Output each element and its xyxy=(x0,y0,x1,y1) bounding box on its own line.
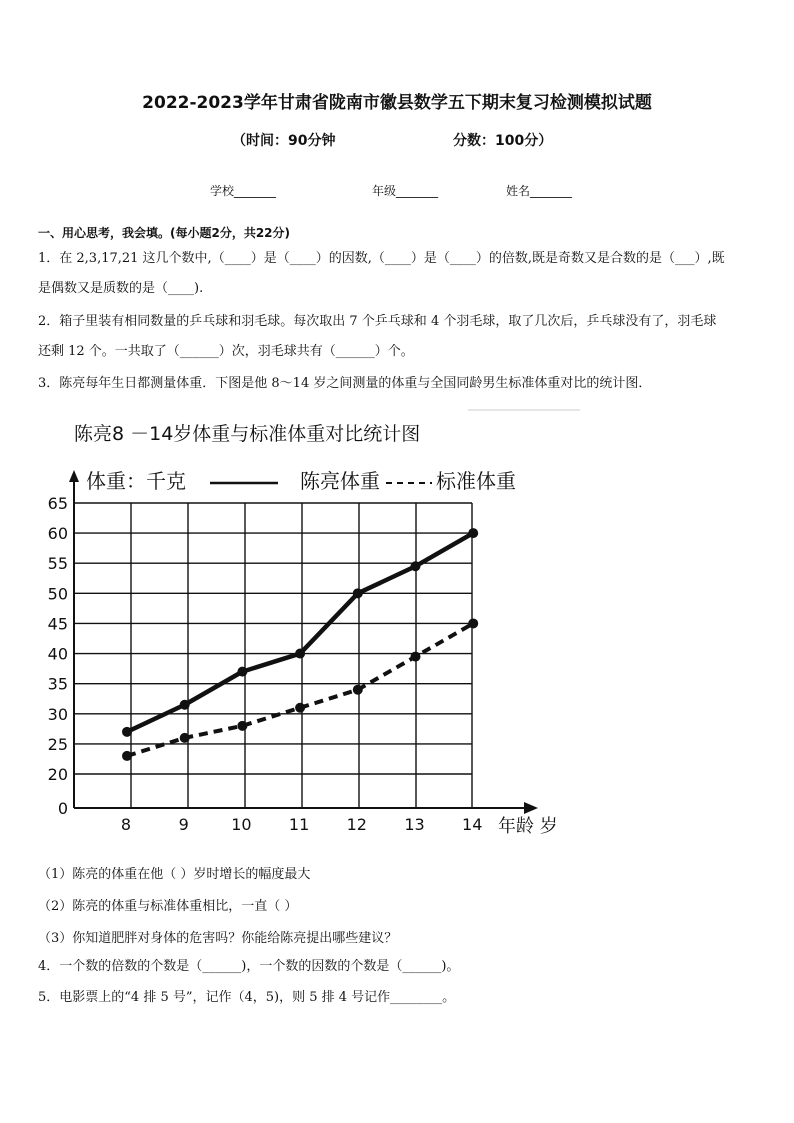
y-tick-label: 55 xyxy=(47,554,68,574)
data-point xyxy=(237,667,247,677)
x-tick-label: 11 xyxy=(288,815,310,834)
y-tick-label: 30 xyxy=(47,704,68,724)
data-point xyxy=(295,703,305,713)
question-1-line2: 是偶数又是质数的是（____). xyxy=(38,281,204,296)
data-point xyxy=(122,751,132,761)
page-title: 2022-2023学年甘肃省陇南市徽县数学五下期末复习检测模拟试题 xyxy=(142,93,652,113)
data-point xyxy=(122,727,132,737)
x-tick-label: 9 xyxy=(178,815,189,834)
question-3-sub2: （2）陈亮的体重与标准体重相比，一直（ ） xyxy=(38,899,298,914)
y-tick-label: 50 xyxy=(47,584,68,604)
question-2-line2: 还剩 12 个。一共取了（______）次，羽毛球共有（______）个。 xyxy=(38,344,414,359)
x-tick-label: 13 xyxy=(404,815,425,834)
question-2-line1: 2．箱子里装有相同数量的乒乓球和羽毛球。每次取出 7 个乒乓球和 4 个羽毛球，取了几次后，乒乓球没有了，羽毛球 xyxy=(38,314,717,329)
chart-title: 陈亮8 －14岁体重与标准体重对比统计图 xyxy=(74,423,421,445)
question-3-sub3: （3）你知道肥胖对身体的危害吗？你能给陈亮提出哪些建议？ xyxy=(38,931,398,946)
chart-legend xyxy=(86,469,516,493)
y-tick-label: 20 xyxy=(47,765,68,784)
grade-field: 年级_______ xyxy=(372,184,439,198)
question-5: 5．电影票上的“4 排 5 号”，记作（4，5)，则 5 排 4 号记作________。 xyxy=(38,990,456,1005)
data-point xyxy=(353,588,363,598)
legend-label-solid: 陈亮体重 xyxy=(300,469,380,493)
exam-score: 分数：100分） xyxy=(453,133,553,149)
weight-comparison-chart xyxy=(28,408,588,848)
y-tick-label: 65 xyxy=(47,494,68,513)
x-tick-label: 12 xyxy=(346,815,367,834)
x-axis-label: 年龄 岁 xyxy=(498,816,558,837)
legend-label-dashed: 标准体重 xyxy=(436,469,516,493)
data-point xyxy=(180,733,190,743)
y-tick-label: 25 xyxy=(47,734,68,754)
data-point xyxy=(411,561,421,571)
x-tick-label: 8 xyxy=(120,815,132,834)
y-tick-label: 45 xyxy=(47,614,68,634)
name-field: 姓名_______ xyxy=(506,184,573,198)
y-tick-label: 60 xyxy=(47,524,68,544)
y-tick-label: 40 xyxy=(47,644,68,664)
data-point xyxy=(468,618,478,628)
question-4: 4．一个数的倍数的个数是（______)，一个数的因数的个数是（______)。 xyxy=(38,959,460,974)
y-tick-label: 35 xyxy=(47,674,68,694)
section-heading: 一、用心思考，我会填。(每小题2分，共22分) xyxy=(38,226,291,240)
y-axis-arrow xyxy=(69,470,79,482)
data-point xyxy=(237,721,247,731)
data-point xyxy=(180,700,190,710)
school-field: 学校_______ xyxy=(210,184,277,198)
data-point xyxy=(295,649,305,659)
x-axis-arrow xyxy=(524,802,538,814)
x-tick-label: 10 xyxy=(231,815,252,834)
x-tick-label: 14 xyxy=(462,815,483,834)
data-point xyxy=(468,528,478,538)
y-tick-label: 0 xyxy=(57,799,68,818)
question-1-line1: 1．在 2,3,17,21 这几个数中,（____）是（____）的因数,（____）是（____）的倍数,既是奇数又是合数的是（___）,既 xyxy=(38,251,725,266)
chart-axes xyxy=(69,470,538,814)
data-point xyxy=(353,685,363,695)
series-line-standard xyxy=(127,623,473,755)
question-3-sub1: （1）陈亮的体重在他（ ）岁时增长的幅度最大 xyxy=(38,867,311,882)
exam-time: （时间：90分钟 xyxy=(232,133,336,149)
y-axis-label: 体重：千克 xyxy=(86,469,186,493)
question-3: 3．陈亮每年生日都测量体重．下图是他 8～14 岁之间测量的体重与全国同龄男生标准体重对比的统计图． xyxy=(38,376,652,391)
data-point xyxy=(411,652,421,662)
